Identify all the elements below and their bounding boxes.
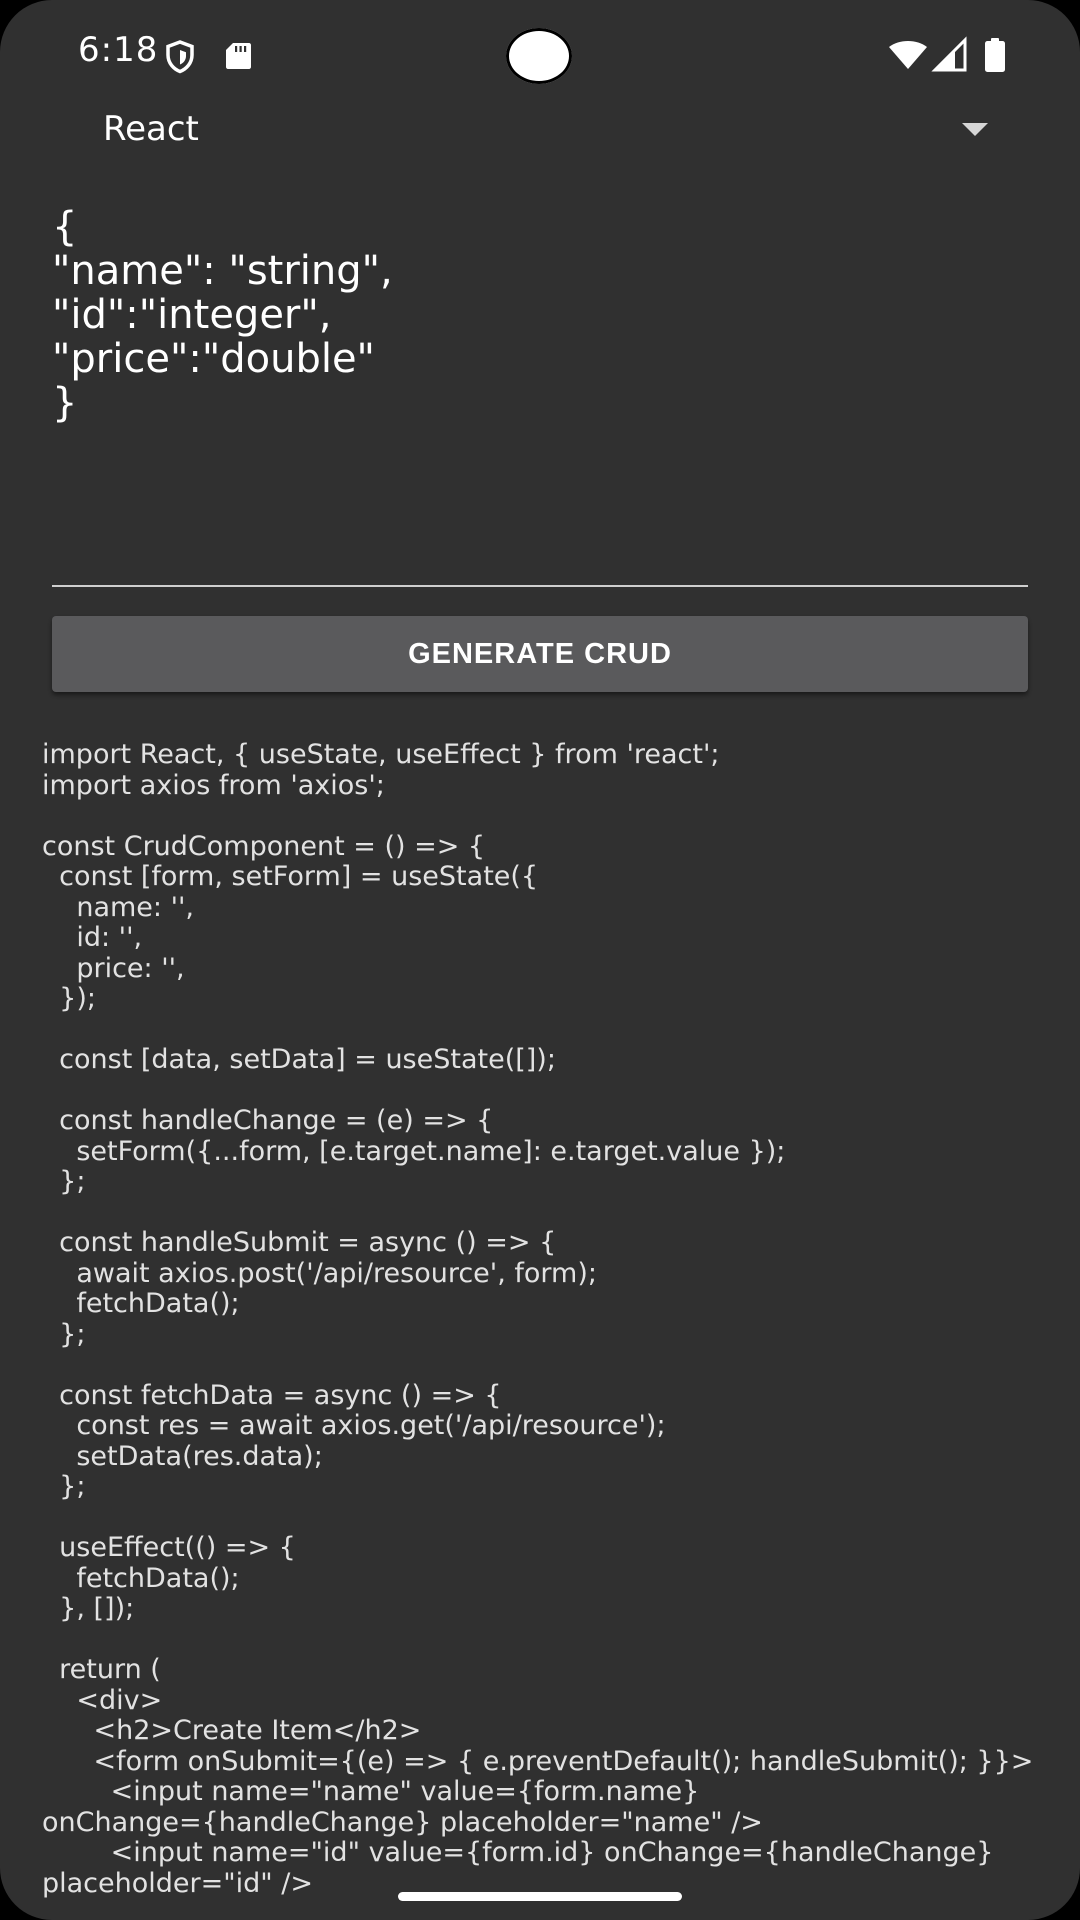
code-line: <h2>Create Item</h2> bbox=[42, 1715, 422, 1746]
code-line bbox=[42, 801, 1042, 832]
code-line: useEffect(() => { bbox=[42, 1532, 296, 1563]
generate-crud-button-label: GENERATE CRUD bbox=[408, 637, 672, 670]
generate-crud-button[interactable] bbox=[52, 616, 1028, 692]
code-line: <form onSubmit={(e) => { e.preventDefault(); handleSubmit(); }}> bbox=[42, 1745, 1034, 1777]
shield-icon bbox=[165, 40, 195, 74]
status-time: 6:18 bbox=[78, 30, 159, 70]
code-line: <div> bbox=[42, 1684, 163, 1716]
battery-icon bbox=[985, 38, 1005, 72]
code-line: import axios from 'axios'; bbox=[42, 769, 385, 801]
code-line: name: '', bbox=[42, 891, 195, 923]
camera-cutout bbox=[506, 28, 572, 84]
code-line: const [form, setForm] = useState({ bbox=[42, 861, 539, 892]
generated-code-output bbox=[42, 739, 1042, 1899]
code-line: import React, { useState, useEffect } from 'react'; bbox=[42, 739, 720, 770]
dropdown-arrow-icon bbox=[962, 123, 988, 137]
json-line: "id":"integer", bbox=[52, 292, 332, 338]
code-line: setData(res.data); bbox=[42, 1440, 323, 1472]
code-line bbox=[42, 1076, 1042, 1107]
code-line: price: '', bbox=[42, 952, 185, 984]
code-line: const handleSubmit = async () => { bbox=[42, 1227, 557, 1258]
code-line: onChange={handleChange} placeholder="name" /> bbox=[42, 1806, 763, 1838]
code-line bbox=[42, 1625, 1042, 1656]
code-line bbox=[42, 1503, 1042, 1534]
code-line: const fetchData = async () => { bbox=[42, 1379, 502, 1411]
code-line: placeholder="id" /> bbox=[42, 1867, 314, 1899]
wifi-icon bbox=[888, 40, 928, 70]
json-schema-input[interactable] bbox=[52, 205, 1028, 585]
framework-dropdown[interactable] bbox=[48, 95, 1032, 171]
code-line: }); bbox=[42, 983, 96, 1014]
code-line bbox=[42, 1198, 1042, 1229]
signal-icon bbox=[933, 39, 967, 71]
code-line: fetchData(); bbox=[42, 1562, 240, 1594]
code-line: setForm({...form, [e.target.name]: e.target.value }); bbox=[42, 1135, 786, 1167]
code-line: fetchData(); bbox=[42, 1288, 240, 1319]
json-line: "price":"double" bbox=[52, 336, 375, 382]
framework-dropdown-value: React bbox=[103, 109, 199, 149]
code-line: await axios.post('/api/resource', form); bbox=[42, 1257, 597, 1289]
home-indicator[interactable] bbox=[398, 1892, 682, 1901]
code-line: <input name="id" value={form.id} onChange={handleChange} bbox=[42, 1837, 994, 1868]
sd-card-icon bbox=[225, 42, 252, 70]
code-line: const handleChange = (e) => { bbox=[42, 1105, 494, 1136]
code-line: }; bbox=[42, 1318, 86, 1350]
code-line bbox=[42, 1015, 1042, 1046]
code-line: }; bbox=[42, 1166, 86, 1197]
json-line: } bbox=[52, 380, 78, 426]
code-line: return ( bbox=[42, 1654, 161, 1685]
code-line: <input name="name" value={form.name} bbox=[42, 1776, 700, 1807]
code-line: }, []); bbox=[42, 1593, 135, 1624]
status-bar bbox=[0, 0, 1080, 110]
code-line: const [data, setData] = useState([]); bbox=[42, 1044, 556, 1075]
json-line: "name": "string", bbox=[52, 248, 393, 294]
code-line: const CrudComponent = () => { bbox=[42, 830, 486, 862]
code-line: const res = await axios.get('/api/resource'); bbox=[42, 1410, 666, 1441]
code-line: }; bbox=[42, 1471, 86, 1502]
json-line: { bbox=[52, 204, 78, 250]
code-line: id: '', bbox=[42, 922, 143, 953]
code-line bbox=[42, 1350, 1042, 1381]
input-underline bbox=[52, 585, 1028, 587]
